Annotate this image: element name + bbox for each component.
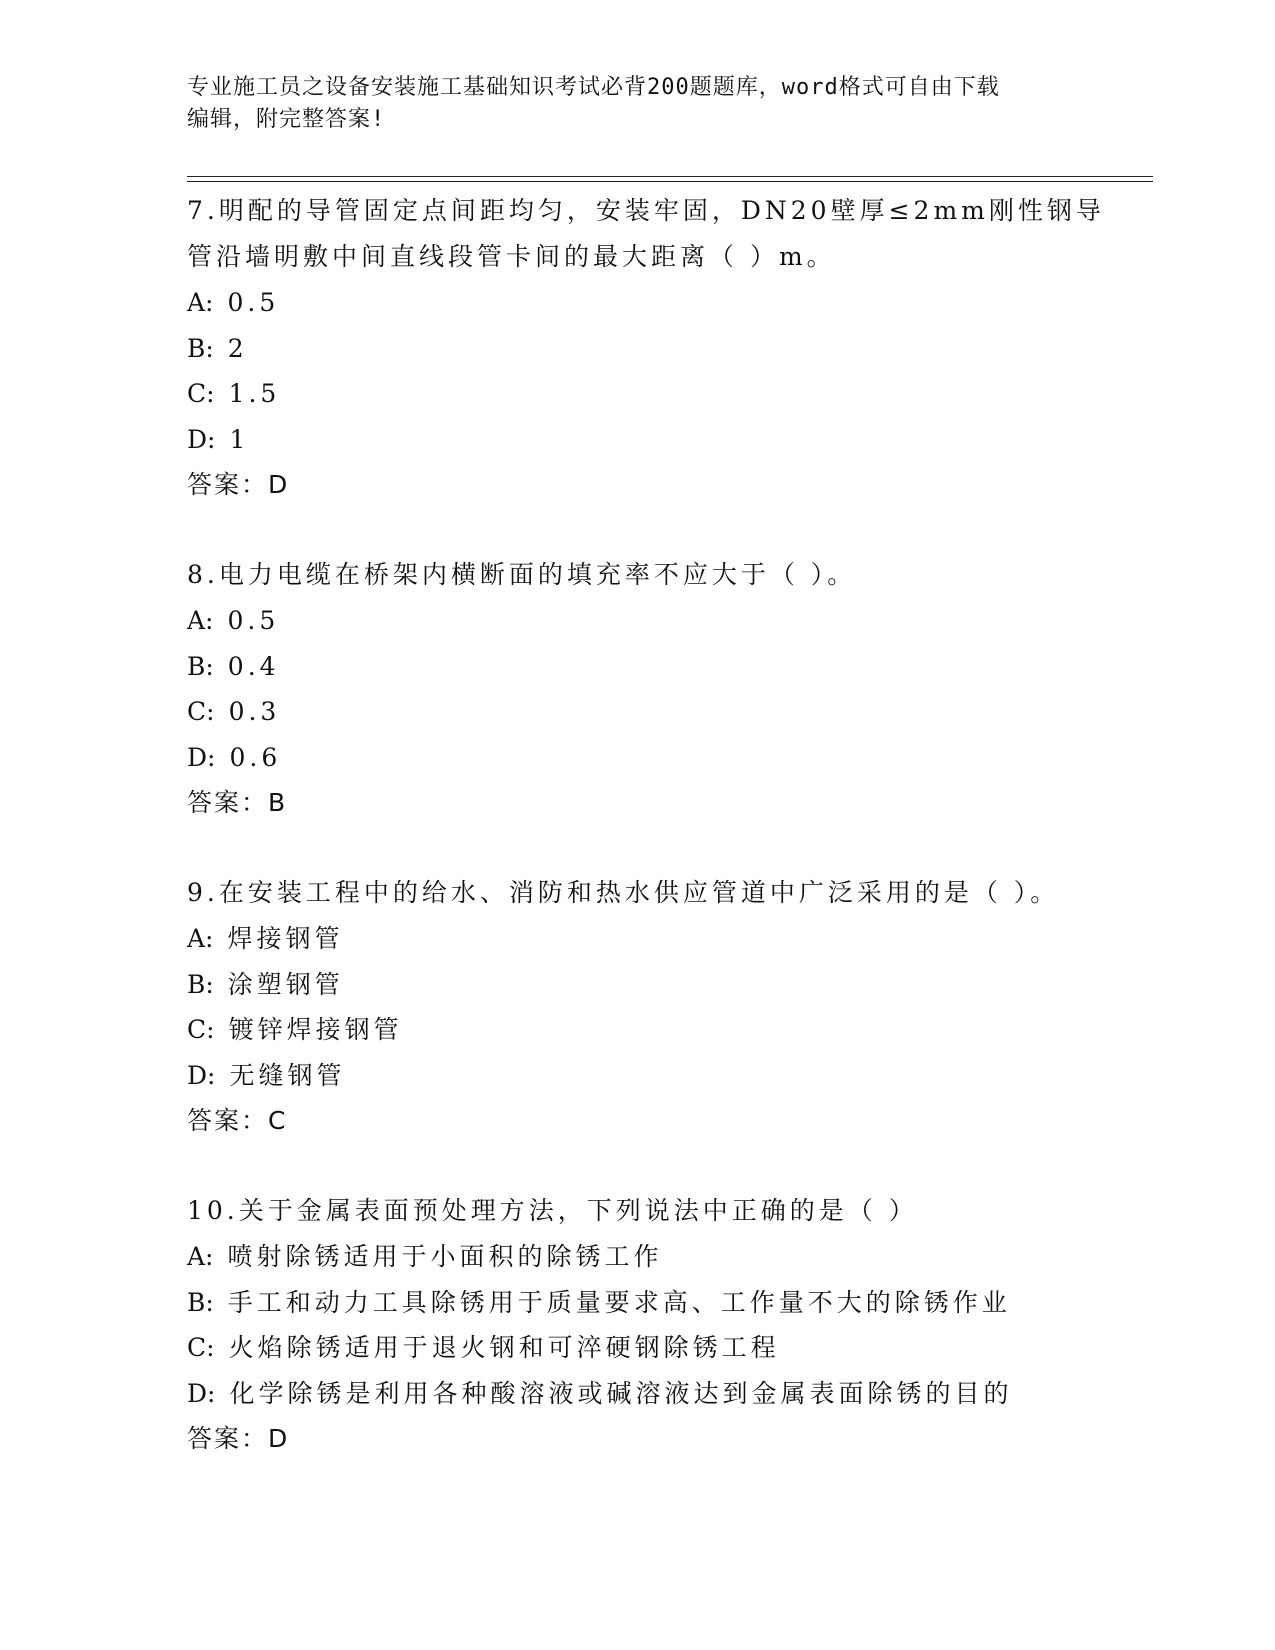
- answer-line: 答案：C: [187, 1106, 288, 1135]
- option-text: 2: [227, 333, 248, 363]
- question-text-line: 8.电力电缆在桥架内横断面的填充率不应大于（ ）。: [187, 560, 857, 589]
- option-a: [187, 280, 1153, 326]
- option-text: 0.5: [227, 606, 280, 635]
- option-text: 1.5: [228, 379, 281, 408]
- option-text: 无缝钢管: [229, 1060, 346, 1090]
- option-key: B:: [187, 969, 214, 999]
- answer-line: 答案：D: [187, 470, 290, 499]
- option-key: A:: [187, 1242, 214, 1271]
- option-key: D:: [187, 742, 216, 772]
- option-text: 涂塑钢管: [227, 969, 344, 999]
- question-10: [187, 1188, 1153, 1462]
- option-text: 1: [229, 424, 250, 454]
- question-list: [187, 188, 1153, 1506]
- option-b: [187, 326, 1153, 372]
- option-key: D:: [187, 1378, 216, 1408]
- question-9: [187, 870, 1153, 1144]
- option-key: B:: [187, 1287, 214, 1317]
- option-text: 火焰除锈适用于退火钢和可淬硬钢除锈工程: [228, 1333, 780, 1362]
- question-7: [187, 188, 1153, 508]
- option-a: [187, 1234, 1153, 1280]
- header-line-2: 编辑，附完整答案!: [187, 107, 386, 132]
- option-d: [187, 1371, 1153, 1417]
- option-text: 0.6: [229, 742, 282, 772]
- option-key: D:: [187, 424, 216, 454]
- option-text: 0.5: [227, 288, 280, 317]
- answer-line: 答案：B: [187, 788, 288, 817]
- option-key: C:: [187, 1333, 215, 1362]
- option-d: [187, 735, 1153, 781]
- option-a: [187, 598, 1153, 644]
- option-key: A:: [187, 606, 214, 635]
- question-text-line: 管沿墙明敷中间直线段管卡间的最大距离（ ）m。: [187, 242, 836, 271]
- option-key: C:: [187, 1015, 215, 1044]
- option-c: [187, 371, 1153, 417]
- question-text-line: 9.在安装工程中的给水、消防和热水供应管道中广泛采用的是（ ）。: [187, 878, 1060, 907]
- question-text-line: 10.关于金属表面预处理方法，下列说法中正确的是（ ）: [187, 1196, 918, 1225]
- option-key: A:: [187, 288, 214, 317]
- option-c: [187, 1325, 1153, 1371]
- option-text: 0.3: [228, 697, 281, 726]
- question-text-line: 7.明配的导管固定点间距均匀，安装牢固，DN20壁厚≤2mm刚性钢导: [187, 196, 1105, 225]
- option-text: 镀锌焊接钢管: [228, 1015, 403, 1044]
- option-text: 化学除锈是利用各种酸溶液或碱溶液达到金属表面除锈的目的: [229, 1378, 1013, 1408]
- option-key: C:: [187, 379, 215, 408]
- option-c: [187, 1007, 1153, 1053]
- option-d: [187, 417, 1153, 463]
- option-b: [187, 1280, 1153, 1326]
- header-line-1: 专业施工员之设备安装施工基础知识考试必背200题题库，word格式可自由下载: [187, 75, 1000, 100]
- document-header: [187, 72, 1067, 136]
- option-b: [187, 644, 1153, 690]
- option-key: D:: [187, 1060, 216, 1090]
- option-key: B:: [187, 651, 214, 681]
- option-key: C:: [187, 697, 215, 726]
- option-text: 0.4: [227, 651, 280, 681]
- option-key: B:: [187, 333, 214, 363]
- answer-line: 答案：D: [187, 1424, 290, 1453]
- question-8: [187, 552, 1153, 826]
- option-b: [187, 962, 1153, 1008]
- option-d: [187, 1053, 1153, 1099]
- option-text: 手工和动力工具除锈用于质量要求高、工作量不大的除锈作业: [227, 1287, 1011, 1317]
- option-a: [187, 916, 1153, 962]
- option-c: [187, 689, 1153, 735]
- header-divider-bottom: [187, 181, 1153, 182]
- option-text: 喷射除锈适用于小面积的除锈工作: [227, 1242, 663, 1271]
- option-text: 焊接钢管: [227, 924, 344, 953]
- header-divider-top: [187, 176, 1153, 177]
- option-key: A:: [187, 924, 214, 953]
